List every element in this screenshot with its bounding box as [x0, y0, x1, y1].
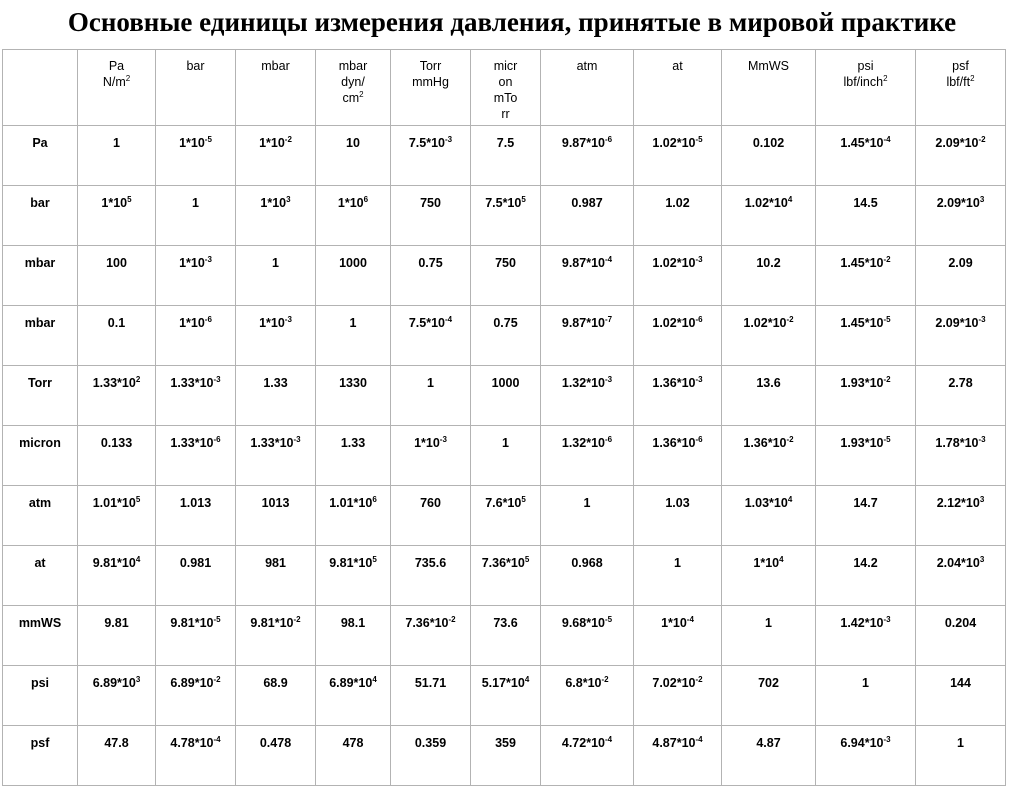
column-header: micr on mTo rr [471, 50, 541, 126]
table-cell: $1*10^{-6}$ [156, 306, 236, 366]
table-cell: $1.78*10^{-3}$ [916, 426, 1006, 486]
table-cell: $9.81*10^{-5}$ [156, 606, 236, 666]
row-header: mbar [3, 306, 78, 366]
table-cell: 0.102 [722, 126, 816, 186]
table-cell: $1.33*10^{-3}$ [156, 366, 236, 426]
table-cell: $1.36*10^{-6}$ [634, 426, 722, 486]
table-cell: $1*10^3$ [236, 186, 316, 246]
table-cell: 9.81 [78, 606, 156, 666]
table-cell: $9.81*10^5$ [316, 546, 391, 606]
table-cell: 1 [391, 366, 471, 426]
table-cell: $6.94*10^{-3}$ [816, 726, 916, 786]
row-header: bar [3, 186, 78, 246]
table-cell: 359 [471, 726, 541, 786]
column-header: mbar dyn/ $cm^2$ [316, 50, 391, 126]
table-cell: $1.32*10^{-6}$ [541, 426, 634, 486]
table-row [3, 426, 1006, 486]
column-header: bar [156, 50, 236, 126]
column-header: atm [541, 50, 634, 126]
table-cell: $7.5*10^{-3}$ [391, 126, 471, 186]
table-cell: $1.01*10^6$ [316, 486, 391, 546]
table-cell: 100 [78, 246, 156, 306]
table-cell: 13.6 [722, 366, 816, 426]
table-cell: $7.5*10^{-4}$ [391, 306, 471, 366]
table-cell: $1.33*10^2$ [78, 366, 156, 426]
table-cell: 14.5 [816, 186, 916, 246]
table-cell: 0.75 [391, 246, 471, 306]
table-row [3, 246, 1006, 306]
table-row [3, 126, 1006, 186]
table-cell: 478 [316, 726, 391, 786]
table-cell: 4.87 [722, 726, 816, 786]
table-cell: $4.87*10^{-4}$ [634, 726, 722, 786]
table-cell: 98.1 [316, 606, 391, 666]
table-cell: $1.45*10^{-5}$ [816, 306, 916, 366]
table-row [3, 546, 1006, 606]
table-cell: 981 [236, 546, 316, 606]
table-cell: 0.987 [541, 186, 634, 246]
table-cell: $1.36*10^{-2}$ [722, 426, 816, 486]
table-cell: 750 [471, 246, 541, 306]
table-cell: 1 [78, 126, 156, 186]
table-cell: 750 [391, 186, 471, 246]
table-cell: $9.87*10^{-6}$ [541, 126, 634, 186]
table-cell: $2.12*10^3$ [916, 486, 1006, 546]
table-cell: 1.02 [634, 186, 722, 246]
table-cell: $1*10^{-3}$ [156, 246, 236, 306]
table-cell: 1 [236, 246, 316, 306]
table-cell: 1 [816, 666, 916, 726]
column-header: psf lbf/$ft^2$ [916, 50, 1006, 126]
table-cell: 14.7 [816, 486, 916, 546]
table-cell: 1013 [236, 486, 316, 546]
table-cell: $2.09*10^{-2}$ [916, 126, 1006, 186]
table-cell: $1*10^6$ [316, 186, 391, 246]
table-cell: $9.68*10^{-5}$ [541, 606, 634, 666]
table-cell: 1000 [471, 366, 541, 426]
table-cell: $1.02*10^{-5}$ [634, 126, 722, 186]
table-cell: 1 [471, 426, 541, 486]
table-cell: $1.45*10^{-4}$ [816, 126, 916, 186]
row-header: mbar [3, 246, 78, 306]
table-cell: 2.09 [916, 246, 1006, 306]
table-cell: $1.32*10^{-3}$ [541, 366, 634, 426]
table-cell: 0.204 [916, 606, 1006, 666]
row-header: Pa [3, 126, 78, 186]
table-cell: $1.01*10^5$ [78, 486, 156, 546]
table-cell: 68.9 [236, 666, 316, 726]
row-header: Torr [3, 366, 78, 426]
table-row [3, 606, 1006, 666]
row-header: psi [3, 666, 78, 726]
table-cell: $2.09*10^3$ [916, 186, 1006, 246]
table-cell: $5.17*10^4$ [471, 666, 541, 726]
table-cell: 10.2 [722, 246, 816, 306]
table-cell: $9.81*10^{-2}$ [236, 606, 316, 666]
table-cell: 735.6 [391, 546, 471, 606]
row-header: mmWS [3, 606, 78, 666]
table-cell: 47.8 [78, 726, 156, 786]
table-cell: 1330 [316, 366, 391, 426]
table-cell: $7.36*10^{-2}$ [391, 606, 471, 666]
table-cell: 1000 [316, 246, 391, 306]
table-cell: $6.89*10^{-2}$ [156, 666, 236, 726]
table-cell: 73.6 [471, 606, 541, 666]
table-cell: $1.02*10^{-3}$ [634, 246, 722, 306]
table-cell: 51.71 [391, 666, 471, 726]
table-cell: $4.78*10^{-4}$ [156, 726, 236, 786]
table-cell: 144 [916, 666, 1006, 726]
table-cell: 0.478 [236, 726, 316, 786]
table-cell: $1.42*10^{-3}$ [816, 606, 916, 666]
table-cell: 1.03 [634, 486, 722, 546]
table-cell: $4.72*10^{-4}$ [541, 726, 634, 786]
table-cell: 14.2 [816, 546, 916, 606]
table-cell: 10 [316, 126, 391, 186]
row-header: atm [3, 486, 78, 546]
table-cell: 1.33 [316, 426, 391, 486]
table-cell: 1.013 [156, 486, 236, 546]
row-header: psf [3, 726, 78, 786]
column-header: mbar [236, 50, 316, 126]
table-cell: $1.03*10^4$ [722, 486, 816, 546]
table-cell: $1*10^{-3}$ [236, 306, 316, 366]
table-cell: 0.359 [391, 726, 471, 786]
table-cell: $6.8*10^{-2}$ [541, 666, 634, 726]
table-cell: 1 [316, 306, 391, 366]
table-cell: $9.81*10^4$ [78, 546, 156, 606]
column-header: Pa $N/m^2$ [78, 50, 156, 126]
table-cell: $7.02*10^{-2}$ [634, 666, 722, 726]
table-cell: $1*10^{-4}$ [634, 606, 722, 666]
table-cell: $1.02*10^{-6}$ [634, 306, 722, 366]
row-header: micron [3, 426, 78, 486]
table-row [3, 666, 1006, 726]
column-header: at [634, 50, 722, 126]
table-cell: $1*10^5$ [78, 186, 156, 246]
table-cell: $2.04*10^3$ [916, 546, 1006, 606]
table-cell: 0.981 [156, 546, 236, 606]
table-header-row [3, 50, 1006, 126]
table-cell: $1*10^{-3}$ [391, 426, 471, 486]
corner-cell [3, 50, 78, 126]
table-cell: 0.968 [541, 546, 634, 606]
page-title: Основные единицы измерения давления, принятые в мировой практике [67, 7, 957, 37]
table-cell: $1.93*10^{-5}$ [816, 426, 916, 486]
table-cell: 0.133 [78, 426, 156, 486]
table-cell: $1.93*10^{-2}$ [816, 366, 916, 426]
column-header: Torr mmHg [391, 50, 471, 126]
table-cell: 1 [541, 486, 634, 546]
table-cell: $9.87*10^{-7}$ [541, 306, 634, 366]
table-cell: 1 [916, 726, 1006, 786]
table-cell: $9.87*10^{-4}$ [541, 246, 634, 306]
table-cell: 0.1 [78, 306, 156, 366]
table-row [3, 186, 1006, 246]
table-row [3, 366, 1006, 426]
column-header: psi lbf/inch$^2$ [816, 50, 916, 126]
table-cell: $1.33*10^{-3}$ [236, 426, 316, 486]
table-row [3, 306, 1006, 366]
table-cell: $7.36*10^5$ [471, 546, 541, 606]
table-cell: $6.89*10^3$ [78, 666, 156, 726]
table-cell: 0.75 [471, 306, 541, 366]
table-cell: $1.33*10^{-6}$ [156, 426, 236, 486]
table-cell: 1 [156, 186, 236, 246]
table-cell: $1*10^{-2}$ [236, 126, 316, 186]
table-row [3, 726, 1006, 786]
table-cell: $1.02*10^4$ [722, 186, 816, 246]
column-header: MmWS [722, 50, 816, 126]
table-cell: $6.89*10^4$ [316, 666, 391, 726]
table-cell: 702 [722, 666, 816, 726]
table-cell: $2.09*10^{-3}$ [916, 306, 1006, 366]
pressure-units-table [2, 49, 1006, 786]
table-cell: $1.02*10^{-2}$ [722, 306, 816, 366]
table-cell: $1*10^4$ [722, 546, 816, 606]
table-cell: 760 [391, 486, 471, 546]
table-cell: 1 [722, 606, 816, 666]
table-cell: $1.36*10^{-3}$ [634, 366, 722, 426]
table-cell: $7.5*10^5$ [471, 186, 541, 246]
table-cell: 1 [634, 546, 722, 606]
table-cell: $1.45*10^{-2}$ [816, 246, 916, 306]
table-cell: 2.78 [916, 366, 1006, 426]
table-row [3, 486, 1006, 546]
table-cell: $7.6*10^5$ [471, 486, 541, 546]
table-cell: $1*10^{-5}$ [156, 126, 236, 186]
row-header: at [3, 546, 78, 606]
table-cell: 1.33 [236, 366, 316, 426]
table-cell: 7.5 [471, 126, 541, 186]
